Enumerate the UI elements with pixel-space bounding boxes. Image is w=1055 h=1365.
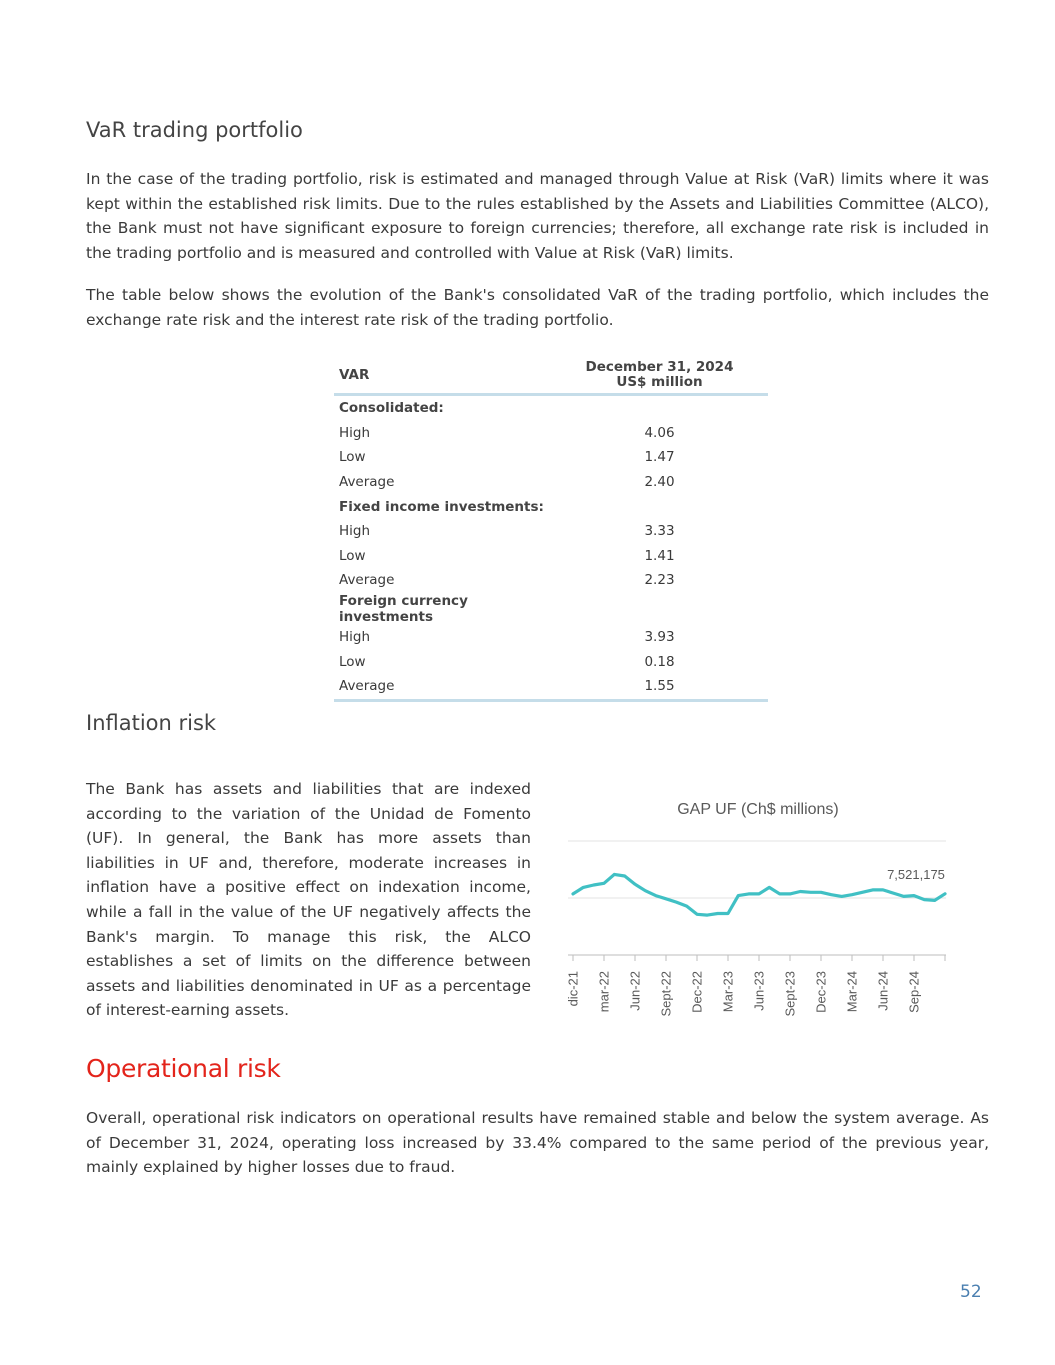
var-row-label: Average	[339, 474, 395, 491]
var-row-value: 1.55	[644, 678, 675, 695]
var-row-label: Fixed income investments:	[339, 498, 544, 515]
chart-x-tick-label: dic-21	[565, 971, 581, 1007]
chart-x-tick-label: mar-22	[596, 971, 612, 1013]
section-heading-operational: Operational risk	[86, 1054, 281, 1083]
chart-x-tick-label: Jun-23	[751, 971, 767, 1011]
var-row-value: 3.93	[644, 629, 675, 646]
var-row-label: Low	[339, 653, 366, 670]
var-row-label: High	[339, 629, 371, 646]
var-row-label: High	[339, 523, 371, 540]
chart-x-axis	[566, 955, 946, 1017]
var-header-value	[551, 357, 768, 395]
gap-uf-chart	[560, 790, 960, 1030]
section-heading-inflation: Inflation risk	[86, 711, 217, 735]
chart-x-tick-label: Jun-22	[627, 971, 643, 1011]
page-number: 52	[960, 1282, 982, 1302]
chart-x-tick-label: Mar-23	[720, 971, 736, 1013]
var-row-value: 2.40	[644, 474, 675, 491]
inflation-paragraph: The Bank has assets and liabilities that are indexed according to the variation of the Unidad de Fomento (UF). In general, the Bank has more assets than liabilities in UF and, therefore, moderate increases in inflation have a positive effect on indexation income, while a fall in the value of the UF negatively affects the Bank's margin. To manage this risk, the ALCO establishes a set of limits on the difference between assets and liabilities denominated in UF as a percentage of interest-earning assets.	[86, 780, 531, 1020]
var-row-value	[551, 494, 768, 519]
var-table	[334, 357, 768, 702]
chart-x-tick-label: Sep-24	[906, 971, 922, 1013]
var-row-value	[551, 395, 768, 421]
chart-end-label: 7,521,175	[887, 866, 945, 882]
var-group-row	[334, 593, 768, 625]
var-paragraph-2: The table below shows the evolution of the Bank's consolidated VaR of the trading portfolio, which includes the exchange rate risk and the interest rate risk of the trading portfolio.	[86, 286, 989, 329]
var-row-label: Consolidated:	[339, 400, 444, 417]
var-table-row	[334, 519, 768, 544]
var-row-value: 3.33	[644, 523, 675, 540]
var-header-unit: US$ million	[616, 374, 703, 390]
var-row-label: High	[339, 424, 371, 441]
operational-paragraph: Overall, operational risk indicators on operational results have remained stable and below the system average. As of December 31, 2024, operating loss increased by 33.4% compared to the same period of the previous year, mainly explained by higher losses due to fraud.	[86, 1109, 989, 1177]
var-row-value: 2.23	[644, 572, 675, 589]
var-paragraph-1: In the case of the trading portfolio, risk is estimated and managed through Value at Risk (VaR) limits where it was kept within the established risk limits. Due to the rules established by the Assets and Liabilities Committee (ALCO), the Bank must not have significant exposure to foreign currencies; therefore, all exchange rate risk is included in the trading portfolio and is measured and controlled with Value at Risk (VaR) limits.	[86, 170, 989, 262]
var-header-date: December 31, 2024	[585, 359, 734, 375]
var-row-value	[551, 593, 768, 625]
var-row-value: 4.06	[644, 424, 675, 441]
var-row-value: 1.47	[644, 449, 675, 466]
var-table-row	[334, 421, 768, 446]
var-header-label: VAR	[339, 367, 370, 383]
chart-gridlines	[568, 841, 946, 955]
var-table-row	[334, 625, 768, 650]
var-row-label: Low	[339, 449, 366, 466]
var-row-label: Low	[339, 547, 366, 564]
var-group-row	[334, 395, 768, 421]
var-table-row	[334, 544, 768, 569]
chart-x-tick-label: Sept-23	[782, 971, 798, 1017]
chart-x-tick-label: Mar-24	[844, 971, 860, 1013]
var-table-header	[334, 357, 768, 395]
var-row-label: Foreign currency investments	[339, 592, 468, 625]
var-table-row	[334, 649, 768, 674]
var-table-row	[334, 470, 768, 495]
chart-x-tick-label: Jun-24	[875, 971, 891, 1011]
var-row-label: Average	[339, 678, 395, 695]
var-table-row	[334, 568, 768, 593]
var-row-value: 0.18	[644, 653, 675, 670]
chart-x-tick-label: Dec-23	[813, 971, 829, 1013]
chart-title: GAP UF (Ch$ millions)	[677, 801, 839, 818]
chart-x-tick-label: Dec-22	[689, 971, 705, 1013]
var-group-row	[334, 494, 768, 519]
var-table-row	[334, 674, 768, 700]
var-row-label: Average	[339, 572, 395, 589]
var-row-value: 1.41	[644, 547, 675, 564]
section-heading-var: VaR trading portfolio	[86, 118, 303, 142]
var-table-row	[334, 445, 768, 470]
chart-x-tick-label: Sept-22	[658, 971, 674, 1017]
